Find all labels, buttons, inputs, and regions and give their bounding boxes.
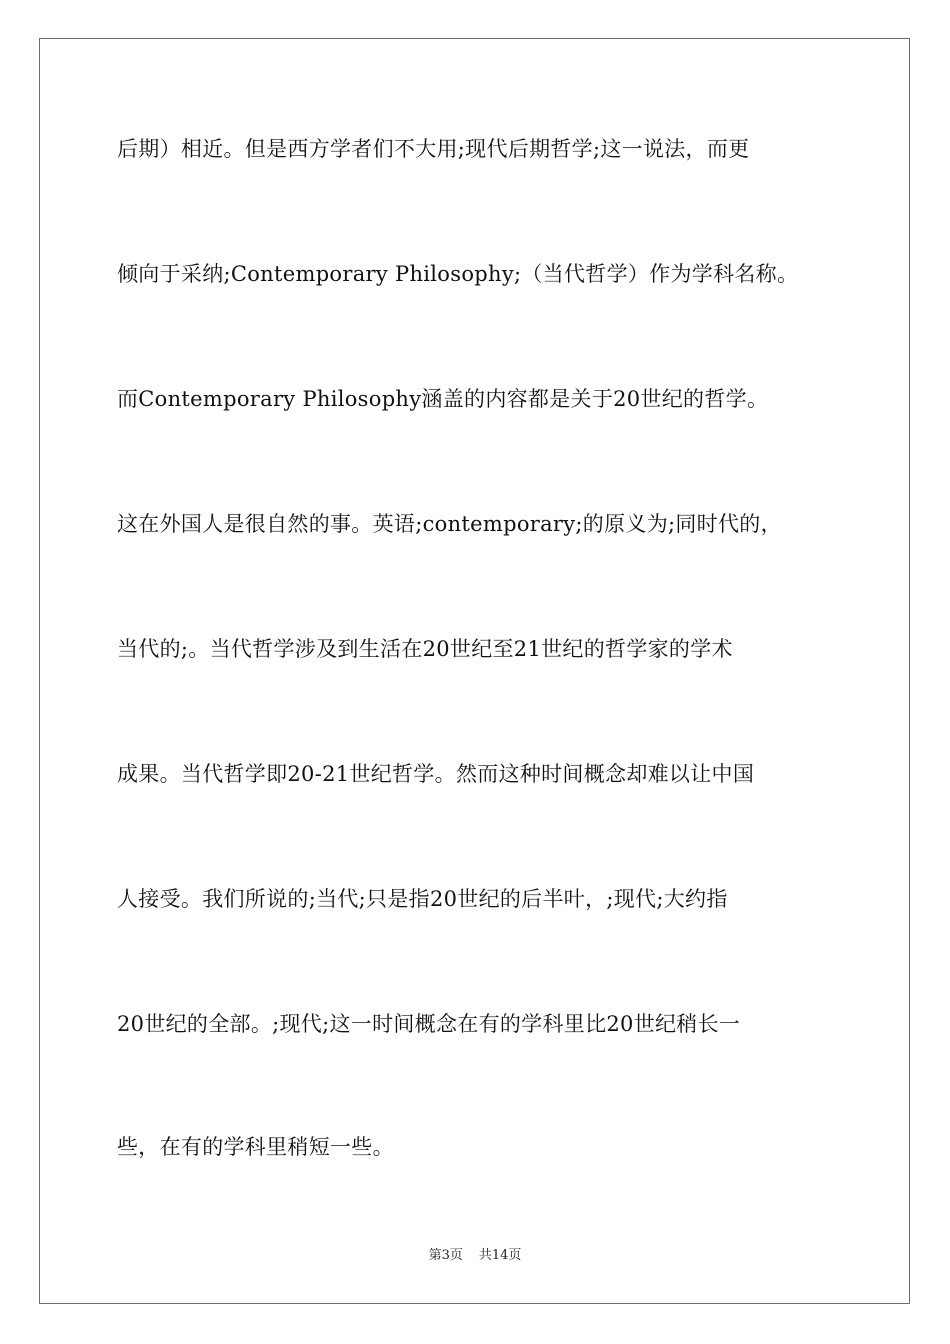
body-text-line-3: 而Contemporary Philosophy涵盖的内容都是关于20世纪的哲学。	[117, 387, 769, 411]
body-text-line-2: 倾向于采纳;Contemporary Philosophy;（当代哲学）作为学科名称。	[117, 262, 799, 286]
page-total: 共14页	[478, 1248, 522, 1263]
page-number: 第3页	[428, 1248, 463, 1263]
body-text-line-7: 人接受。我们所说的;当代;只是指20世纪的后半叶，;现代;大约指	[117, 887, 728, 911]
body-text-line-5: 当代的;。当代哲学涉及到生活在20世纪至21世纪的哲学家的学术	[117, 637, 733, 661]
page-footer	[0, 1248, 950, 1264]
page-border	[39, 38, 910, 1304]
body-text-line-4: 这在外国人是很自然的事。英语;contemporary;的原义为;同时代的，	[117, 512, 782, 536]
body-text-line-1: 后期）相近。但是西方学者们不大用;现代后期哲学;这一说法，而更	[117, 137, 750, 161]
body-text-line-9: 些，在有的学科里稍短一些。	[117, 1135, 394, 1159]
body-text-line-8: 20世纪的全部。;现代;这一时间概念在有的学科里比20世纪稍长一	[117, 1012, 741, 1036]
body-text-line-6: 成果。当代哲学即20-21世纪哲学。然而这种时间概念却难以让中国	[117, 762, 755, 786]
